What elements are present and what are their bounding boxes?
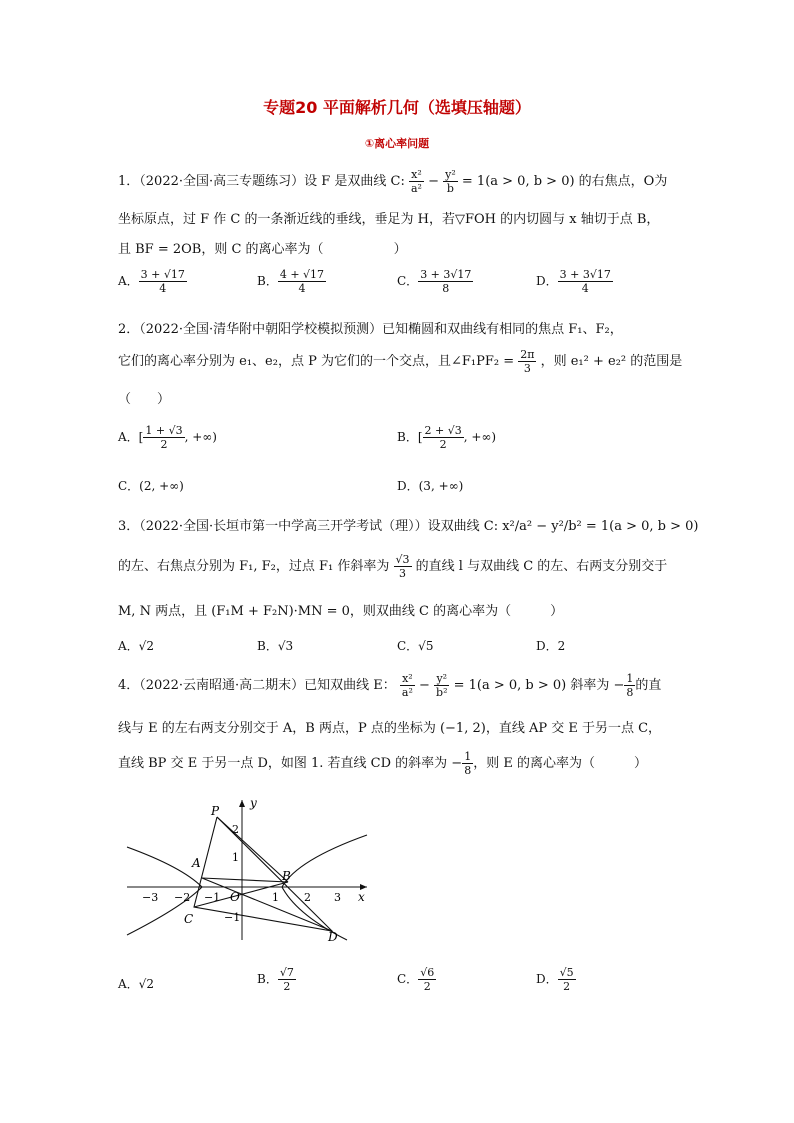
tick-x-neg1: −1 bbox=[204, 891, 221, 904]
q2-line3: （ ） bbox=[118, 392, 171, 407]
hyperbola-figure bbox=[122, 795, 372, 945]
page-title: 专题20 平面解析几何（选填压轴题） bbox=[263, 98, 531, 117]
label-o: O bbox=[230, 890, 240, 904]
q2-option-a[interactable]: A．[ $\frac{1 + √3}{2}$ , +∞) bbox=[118, 424, 217, 451]
q3-line3: M, N 两点，且 (F₁M + F₂N)·MN = 0，则双曲线 C 的离心率为（ ） bbox=[118, 604, 564, 619]
q3-option-c[interactable]: C．√5 bbox=[397, 639, 434, 653]
label-y: y bbox=[250, 796, 257, 810]
label-p: P bbox=[211, 804, 220, 818]
q1-option-a[interactable]: A． $\frac{3 + √17}{4}$ bbox=[118, 268, 185, 295]
q3-line1: 3．（2022·全国·长垣市第一中学高三开学考试（理））设双曲线 C: x²/a² − y²/b² = 1(a > 0, b > 0) bbox=[118, 519, 699, 534]
tick-x-neg2: −2 bbox=[174, 891, 191, 904]
q1-option-d[interactable]: D． $\frac{3 + 3√17}{4}$ bbox=[536, 268, 611, 295]
label-x: x bbox=[358, 890, 365, 904]
q1-line2: 坐标原点，过 F 作 C 的一条渐近线的垂线，垂足为 H，若▽FOH 的内切圆与 x 轴切于点 B， bbox=[118, 212, 660, 227]
q1-line1: 1．（2022·全国·高三专题练习）设 F 是双曲线 C: $\frac{\text{x²}}{\text{a²}}$ − $\frac{\text{y²}}{b}$ = 1(a > 0, b > 0) 的右焦点，O为 bbox=[118, 168, 668, 195]
q1-line3: 且 BF = 2OB，则 C 的离心率为（ ） bbox=[118, 242, 407, 257]
tick-x-3: 3 bbox=[334, 891, 341, 904]
label-a: A bbox=[192, 856, 201, 870]
q3-line2: 的左、右焦点分别为 F₁, F₂，过点 F₁ 作斜率为 $\frac{√3}{3}$ 的直线 l 与双曲线 C 的左、右两支分别交于 bbox=[118, 553, 668, 580]
q2-option-d[interactable]: D．(3, +∞) bbox=[397, 479, 464, 493]
q4-line2: 线与 E 的左右两支分别交于 A，B 两点，P 点的坐标为 (−1, 2)，直线 AP 交 E 于另一点 C， bbox=[118, 721, 662, 736]
tick-y-neg1: −1 bbox=[224, 911, 241, 924]
q3-option-d[interactable]: D．2 bbox=[536, 639, 566, 653]
label-b: B bbox=[282, 869, 291, 883]
q3-option-a[interactable]: A．√2 bbox=[118, 639, 154, 653]
q4-line1: 4．（2022·云南昭通·高二期末）已知双曲线 E： $\frac{\text{x²}}{\text{a²}}$ − $\frac{\text{y²}}{\text{b²}}$ = 1(a > 0, b > 0) 斜率为 − $\frac{1}{8}$ 的直 bbox=[118, 672, 662, 699]
tick-x-1: 1 bbox=[272, 891, 279, 904]
section-subtitle: ①离心率问题 bbox=[364, 137, 430, 150]
tick-y-1: 1 bbox=[232, 851, 239, 864]
q2-option-b[interactable]: B．[ $\frac{2 + √3}{2}$ , +∞) bbox=[397, 424, 497, 451]
q3-option-b[interactable]: B．√3 bbox=[257, 639, 294, 653]
tick-y-2: 2 bbox=[232, 823, 239, 836]
q4-option-a[interactable]: A．√2 bbox=[118, 977, 154, 991]
label-d: D bbox=[328, 930, 338, 944]
q2-line1: 2．（2022·全国·清华附中朝阳学校模拟预测）已知椭圆和双曲线有相同的焦点 F₁、F₂， bbox=[118, 322, 623, 337]
label-c: C bbox=[184, 912, 194, 926]
q4-option-b[interactable]: B． $\frac{√7}{2}$ bbox=[257, 966, 294, 993]
q4-line3: 直线 BP 交 E 于另一点 D，如图 1. 若直线 CD 的斜率为 − $\frac{1}{8}$ ，则 E 的离心率为（ ） bbox=[118, 750, 647, 777]
q2-line2: 它们的离心率分别为 e₁、e₂，点 P 为它们的一个交点，且∠F₁PF₂ = $\frac{2\pi}{3}$ ，则 e₁² + e₂² 的范围是 bbox=[118, 348, 683, 375]
q1-option-c[interactable]: C． $\frac{3 + 3√17}{8}$ bbox=[397, 268, 472, 295]
tick-x-2: 2 bbox=[304, 891, 311, 904]
q4-option-c[interactable]: C． $\frac{√6}{2}$ bbox=[397, 966, 435, 993]
q2-option-c[interactable]: C．(2, +∞) bbox=[118, 479, 184, 493]
tick-x-neg3: −3 bbox=[142, 891, 159, 904]
q4-option-d[interactable]: D． $\frac{√5}{2}$ bbox=[536, 966, 574, 993]
q1-option-b[interactable]: B． $\frac{4 + √17}{4}$ bbox=[257, 268, 325, 295]
